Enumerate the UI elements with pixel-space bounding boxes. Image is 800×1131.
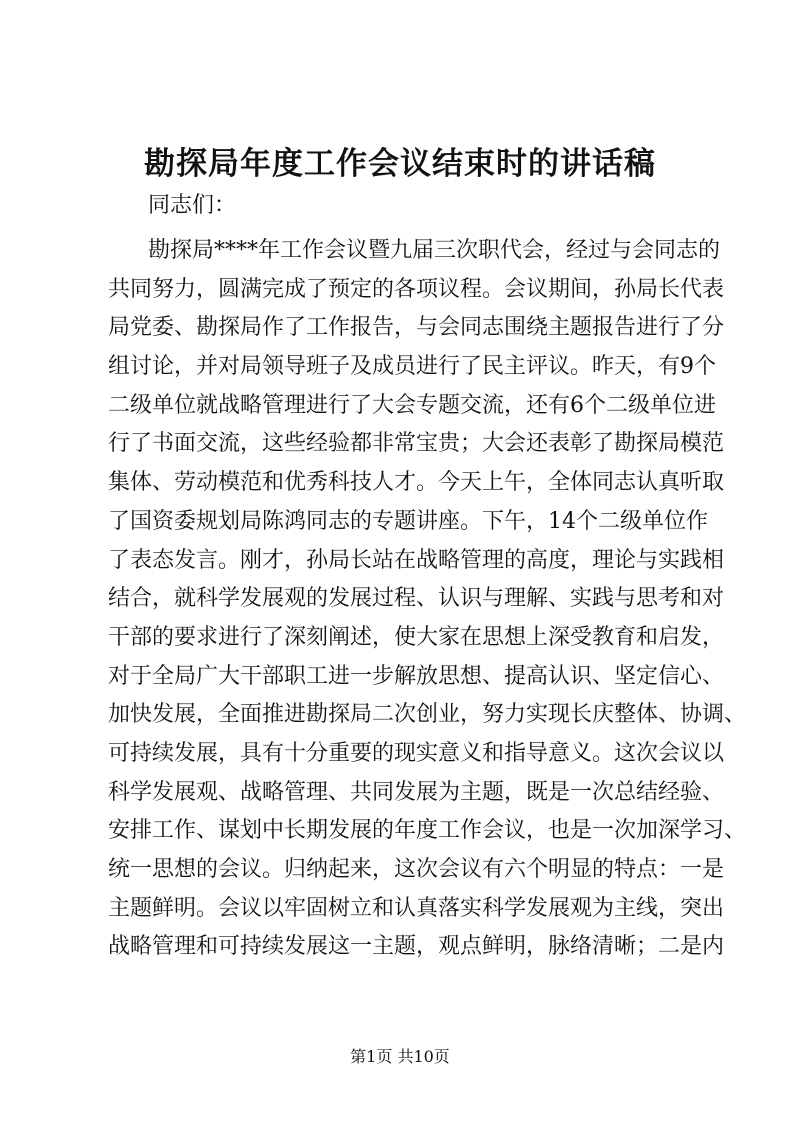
text-line: 干部的要求进行了深刻阐述，使大家在思想上深受教育和启发， <box>108 624 725 650</box>
text-line: 组讨论，并对局领导班子及成员进行了民主评议。昨天，有9个 <box>108 354 716 380</box>
text-line: 加快发展，全面推进勘探局二次创业，努力实现长庆整体、协调、 <box>108 702 747 728</box>
text-line: 科学发展观、战略管理、共同发展为主题，既是一次总结经验、 <box>108 779 725 805</box>
salutation: 同志们： <box>148 193 237 218</box>
text-line: 共同努力，圆满完成了预定的各项议程。会议期间，孙局长代表 <box>108 276 725 302</box>
text-line: 主题鲜明。会议以牢固树立和认真落实科学发展观为主线，突出 <box>108 895 725 921</box>
text-line: 勘探局****年工作会议暨九届三次职代会，经过与会同志的 <box>148 238 721 263</box>
text-line: 战略管理和可持续发展这一主题，观点鲜明，脉络清晰；二是内 <box>108 934 725 960</box>
text-line: 可持续发展，具有十分重要的现实意义和指导意义。这次会议以 <box>108 740 725 766</box>
text-line: 了表态发言。刚才，孙局长站在战略管理的高度，理论与实践相 <box>108 547 725 573</box>
text-line: 结合，就科学发展观的发展过程、认识与理解、实践与思考和对 <box>108 586 725 612</box>
document-title: 勘探局年度工作会议结束时的讲话稿 <box>144 146 656 182</box>
body-paragraph <box>108 232 747 967</box>
text-line: 行了书面交流，这些经验都非常宝贵；大会还表彰了勘探局模范 <box>108 431 725 457</box>
text-line: 局党委、勘探局作了工作报告，与会同志围绕主题报告进行了分 <box>108 315 725 341</box>
text-line: 对于全局广大干部职工进一步解放思想、提高认识、坚定信心、 <box>108 663 725 689</box>
text-line: 二级单位就战略管理进行了大会专题交流，还有6个二级单位进 <box>108 392 716 418</box>
text-line: 统一思想的会议。归纳起来，这次会议有六个明显的特点：一是 <box>108 857 725 882</box>
text-line: 集体、劳动模范和优秀科技人才。今天上午，全体同志认真听取 <box>108 470 725 496</box>
text-line: 了国资委规划局陈鸿同志的专题讲座。下午，14个二级单位作 <box>108 508 708 534</box>
page-number: 第1页 共10页 <box>350 1047 450 1066</box>
text-line: 安排工作、谋划中长期发展的年度工作会议，也是一次加深学习、 <box>108 818 747 844</box>
